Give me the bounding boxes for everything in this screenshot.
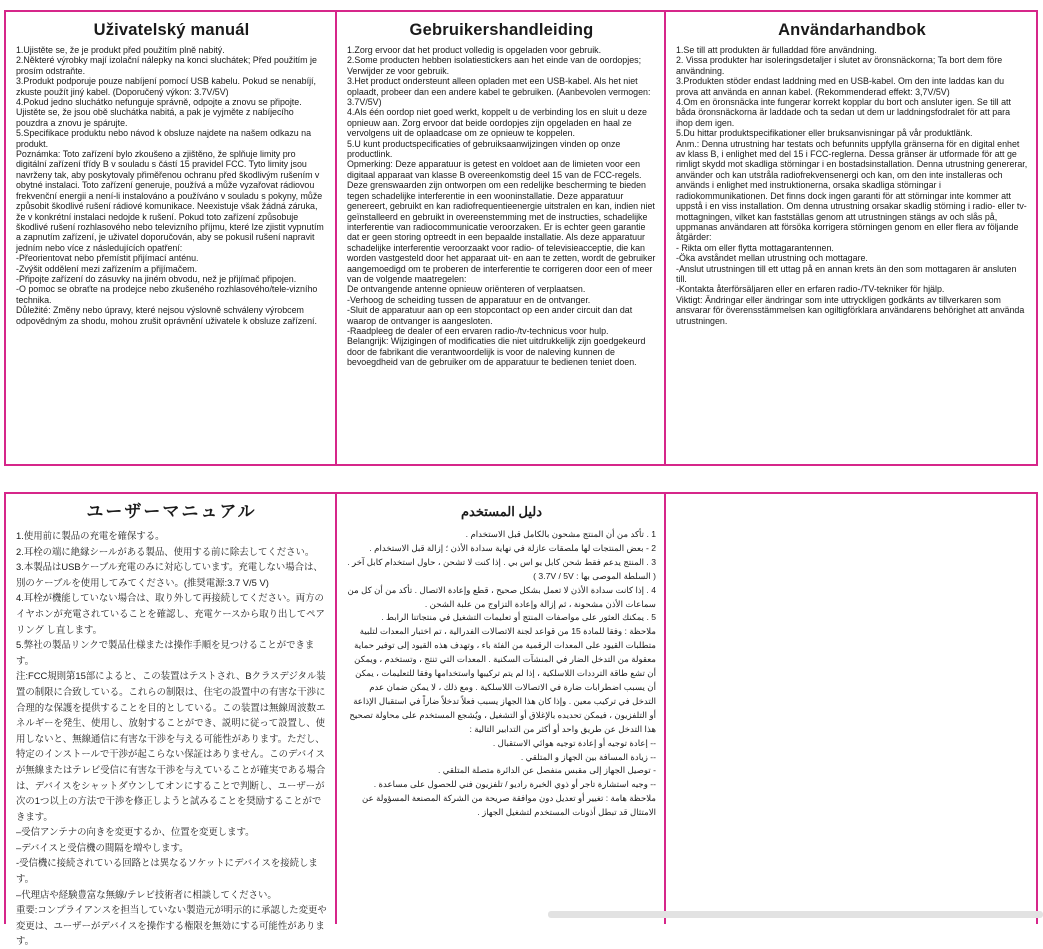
japanese-para: –デバイスと受信機の間隔を増やします。: [16, 841, 189, 853]
dutch-para: 4.Als één oordop niet goed werkt, koppelt u de verbinding los en sluit u deze opnieuw aan. Zorg ervoor dat beide oordopjes zijn opgeladen en haal ze vervolgens uit de oplaadcase om ze opnieuw te koppelen.: [347, 107, 647, 139]
arabic-para: ملاحظة : وفقا للمادة 15 من قواعد لجنة الاتصالات الفدرالية ، تم اختبار المعدات لتلبية متطلبات القيود على المعدات الرقمية من الفئة باء ، وتهدف هذه القيود إلى توفير حماية معقولة من التدخل الضار في المنشآت السكنية . المعدات التي تنتج ، وتستخدم ، ويمكن أن تشع طاقة الترددات اللاسلكية ، إذا لم يتم تركيبها واستخدامها وفقا للتعليمات ، يمكن أن يسبب اضطرابات ضارة في الاتصالات اللاسلكية . ومع ذلك ، لا يمكن ضمان عدم التدخل في تركيب معين . وإذا كان هذا الجهاز يسبب فعلاً تدخلاً ضاراً في استقبال الإذاعة أو التلفزيون ، فيمكن تحديده بالإغلاق أو التشغيل ، ويُشجع المستخدم على محاولة تصحيح هذا التدخل عن طريق واحد أو أكثر من التدابير التالية :: [349, 626, 656, 734]
japanese-manual-panel: [4, 492, 337, 947]
japanese-manual-body: [16, 528, 327, 949]
czech-para: -Zvýšit oddělení mezi zařízením a přijímačem.: [16, 263, 198, 274]
swedish-para: Anm.: Denna utrustning har testats och befunnits uppfylla gränserna för en digital enhet av klass B, i enlighet med del 15 i FCC-reglerna. Dessa gränser är utformade för att ge rimligt skydd mot skadliga störningar i en bostadsinstallation. Denna utrustning genererar, använder och kan utstråla radiofrekvensenergi och kan, om den inte installeras och används i enlighet med instruktionerna, orsaka skadliga störningar i radiokommunikationen. Det finns dock ingen garanti för att störningar inte kommer att uppstå i en viss installation. Om denna utrustning orsakar skadlig störning i radio- eller tv-mottagningen, vilket kan fastställas genom att utrustningen stängs av och slås på, uppmanas användaren att försöka korrigera störningen genom en eller flera av följande åtgärder:: [676, 138, 1028, 243]
czech-para: 2.Některé výrobky mají izolační nálepky na konci sluchátek; Před použitím je prosím odstraňte.: [16, 55, 317, 76]
arabic-para: ملاحظة هامة : تغيير أو تعديل دون موافقة صريحة من الشركة المصنعة المسؤولة عن الامتثال قد تبطل أذونات المستخدم لتشغيل الجهاز .: [362, 793, 656, 818]
czech-manual-panel: [4, 10, 337, 466]
czech-para: 3.Produkt podporuje pouze nabíjení pomocí USB kabelu. Pokud se nenabíjí, zkuste použít jiný kabel. (Doporučený výkon: 3.7V/5V): [16, 76, 316, 97]
czech-para: -Připojte zařízení do zásuvky na jiném obvodu, než je přijímač připojen.: [16, 273, 297, 284]
arabic-manual-title: دليل المستخدم: [460, 504, 542, 519]
czech-para: 5.Specifikace produktu nebo návod k obsluze najdete na našem odkazu na produkt.: [16, 128, 312, 149]
czech-para: 4.Pokud jedno sluchátko nefunguje správně, odpojte a znovu se připojte. Ujistěte se, že jsou obě sluchátka nabitá, a pak je vyjměte z nabíjecího pouzdra a znovu je spárujte.: [16, 97, 302, 128]
dutch-para: -Verhoog de scheiding tussen de apparatuur en de ontvanger.: [347, 294, 591, 305]
swedish-para: 5.Du hittar produktspecifikationer eller bruksanvisningar på vår produktlänk.: [676, 128, 973, 139]
japanese-para: 2.耳栓の端に絶縁シールがある製品、使用する前に除去してください。: [16, 545, 315, 557]
swedish-manual-body: [676, 45, 1028, 326]
dutch-para: 1.Zorg ervoor dat het product volledig is opgeladen voor gebruik.: [347, 45, 602, 55]
japanese-para: 1.使用前に製品の充電を確保する。: [16, 530, 165, 541]
swedish-para: 4.Om en öronsnäcka inte fungerar korrekt kopplar du bort och ansluter igen. Se till att båda öronsnäckorna är laddade och ta sedan ut dem ur laddningsfodralet för att para ihop dem igen.: [676, 97, 1011, 128]
japanese-para: -受信機に接続されている回路とは異なるソケットにデバイスを接続します。: [16, 857, 318, 885]
dutch-para: 3.Het product ondersteunt alleen opladen met een USB-kabel. Als het niet oplaadt, probeer dan een andere kabel te gebruiken. (Aanbevolen vermogen: 3.7V/5V): [347, 76, 651, 108]
dutch-manual-panel: [335, 10, 666, 466]
arabic-para: 2 - بعض المنتجات لها ملصقات عازلة في نهاية سدادة الأذن ؛ إزالة قبل الاستخدام .: [369, 542, 656, 553]
swedish-para: - Rikta om eller flytta mottagarantennen.: [676, 242, 834, 253]
dutch-para: De ontvangende antenne opnieuw oriënteren of verplaatsen.: [347, 284, 586, 295]
empty-panel: [664, 492, 1038, 924]
arabic-para: - توصيل الجهاز إلى مقبس منفصل عن الدائرة متصلة المتلقي .: [437, 765, 656, 776]
dutch-manual-title: Gebruikershandleiding: [409, 21, 594, 39]
arabic-manual-body: [347, 528, 656, 820]
arabic-para: 5 . يمكنك العثور على مواصفات المنتج أو تعليمات التشغيل في منتجاتنا الرابط .: [381, 612, 656, 623]
dutch-para: -Sluit de apparatuur aan op een stopcontact op een ander circuit dan dat waarop de ontvanger is aangesloten.: [347, 305, 633, 326]
dutch-para: Opmerking: Deze apparatuur is getest en voldoet aan de limieten voor een digitaal apparaat van klasse B overeenkomstig deel 15 van de FCC-regels. Deze grenswaarden zijn ontworpen om een redelijke bescherming te bieden tegen schadelijke interferentie in een wooninstallatie. Deze apparatuur genereert, gebruikt en kan radiofrequentieenergie uitstralen en kan, indien niet geïnstalleerd en gebruikt in overeenstemming met de instructies, schadelijke interferentie van radiocommunicatie veroorzaken. Er is echter geen garantie dat er geen storing optreedt in een bepaalde installatie. Als deze apparatuur schadelijke interferentie veroorzaakt voor radio- of televisieacceptie, die kan worden vastgesteld door het apparaat uit- en aan te zetten, wordt de gebruiker aangemoedigd om te proberen de interferentie te corrigeren door een of meer van de volgende maatregelen:: [347, 159, 656, 284]
czech-para: Poznámka: Toto zařízení bylo zkoušeno a zjištěno, že splňuje limity pro digitální zařízení třídy B v souladu s částí 15 pravidel FCC. Tyto limity jsou navrženy tak, aby poskytovaly přiměřenou ochranu před škodlivým rušením v obytné instalaci. Toto zařízení generuje, používá a může vyzařovat rádiovou frekvenční energii a není-li instalováno a používáno v souladu s pokyny, může způsobit škodlivé rušení rádiové komunikace. Neexistuje však žádná záruka, že v konkrétní instalaci nedojde k rušení. Pokud toto zařízení způsobuje škodlivé rušení rozhlasového nebo televizního příjmu, které lze zjistit vypnutím a zapnutím zařízení, je uživatel doporučován, aby se pokusil rušení napravit jedním nebo více z následujících opatření:: [16, 149, 324, 253]
swedish-manual-title: Användarhandbok: [778, 21, 926, 39]
dutch-para: -Raadpleeg de dealer of een ervaren radio-/tv-technicus voor hulp.: [347, 325, 609, 336]
japanese-manual-title: ユーザーマニュアル: [86, 502, 257, 521]
swedish-para: 3.Produkten stöder endast laddning med en USB-kabel. Om den inte laddas kan du prova att använda en annan kabel. (Rekommenderad effekt: 3,7V/5V): [676, 76, 1005, 97]
japanese-para: 4.耳栓が機能していない場合は、取り外して再接続してください。両方のイヤホンが充電されていることを確認し、充電ケースから取り出してペアリング し直します。: [16, 592, 325, 635]
arabic-para: 1 . تأكد من أن المنتج مشحون بالكامل قبل الاستخدام .: [465, 529, 656, 539]
czech-manual-title: Uživatelský manuál: [93, 21, 250, 39]
japanese-para: 3.本製品はUSBケーブル充電のみに対応しています。充電しない場合は、別のケーブルを使用してみてください。(推奨電源:3.7 V/5 V): [16, 561, 323, 588]
japanese-para: –受信アンテナの向きを変更するか、位置を変更します。: [16, 826, 255, 838]
swedish-para: Viktigt: Ändringar eller ändringar som inte uttryckligen godkänts av tillverkaren som ansvarar för överensstämmelsen kan ogiltigförklara användarens behörighet att använda utrustningen.: [676, 294, 1025, 326]
arabic-para: 4 . إذا كانت سدادة الأذن لا تعمل بشكل صحيح ، قطع وإعادة الاتصال . تأكد من أن كل من سماعات الأذن مشحونة ، ثم إزالة وإعادة التزاوج من علبة الشحن .: [347, 584, 656, 609]
japanese-para: 注:FCC規則第15部によると、この装置はテストされ、Bクラスデジタル装置の制限に合致している。これらの制限は、住宅の設置中の有害な干渉に合理的な保護を提供することを目的としている。この装置は無線周波数エネルギーを発生、使用し、放射することができ、説明に従って設置し、使用しないと、無線通信に有害な干渉を与える可能性があります。ただし、特定のインストールで干渉が起こらない保証はありません。このデバイスが無線またはテレビ受信に有害な干渉を与えていることが確実である場合は、デバイスをシャットダウンしてオンにすることで判断し、ユーザーが次の1つ以上の方法で干渉を修正しようと試みることを奨励することができます。: [16, 670, 326, 822]
japanese-para: –代理店や経験豊富な無線/テレビ技術者に相談してください。: [16, 888, 277, 900]
swedish-para: -Öka avståndet mellan utrustning och mottagare.: [676, 253, 868, 264]
arabic-para: -- وجيه استشارة تاجر أو ذوي الخبرة راديو / تلفزيون فني للحصول على مساعدة .: [373, 779, 656, 790]
dutch-para: 5.U kunt productspecificaties of gebruiksaanwijzingen vinden op onze productlink.: [347, 138, 621, 160]
japanese-para: 重要:コンプライアンスを担当していない製造元が明示的に承認した変更や変更は、ユーザーがデバイスを操作する権限を無効にする可能性があります。: [16, 904, 327, 947]
arabic-manual-panel: [335, 492, 666, 924]
swedish-para: 1.Se till att produkten är fulladdad före användning.: [676, 45, 877, 55]
czech-para: Důležité: Změny nebo úpravy, které nejsou výslovně schváleny výrobcem odpovědným za shodu, mohou zrušit oprávnění uživatele k obsluze zařízení.: [16, 305, 317, 326]
dutch-manual-body: [347, 45, 656, 368]
dutch-para: Belangrijk: Wijzigingen of modificaties die niet uitdrukkelijk zijn goedgekeurd door de fabrikant die verantwoordelijk is voor de naleving kunnen de bevoegdheid van de gebruiker om de apparatuur te bedienen teniet doen.: [347, 336, 646, 368]
dutch-para: 2.Some producten hebben isolatiestickers aan het einde van de oordopjes; Verwijder ze voor gebruik.: [347, 55, 642, 76]
swedish-para: -Anslut utrustningen till ett uttag på en annan krets än den som mottagaren är ansluten till.: [676, 263, 1017, 284]
czech-para: -O pomoc se obraťte na prodejce nebo zkušeného rozhlasového/tele-vizního technika.: [16, 284, 318, 305]
arabic-para: -- إعادة توجيه أو إعادة توجيه هوائي الاستقبال .: [492, 737, 656, 748]
horizontal-scrollbar[interactable]: [548, 911, 1043, 918]
swedish-para: -Kontakta återförsäljaren eller en erfaren radio-/TV-tekniker för hjälp.: [676, 284, 945, 295]
czech-manual-body: [16, 45, 327, 326]
arabic-para: 3 . المنتج يدعم فقط شحن كابل يو اس بي . إذا كنت لا تشحن ، حاول استخدام كابل آخر . ( السلطة الموصى بها : 3.7V / 5V ): [347, 556, 656, 581]
japanese-para: 5.弊社の製品リンクで製品仕様または操作手順を見つけることができます。: [16, 639, 315, 666]
swedish-manual-panel: [664, 10, 1038, 466]
czech-para: 1.Ujistěte se, že je produkt před použitím plně nabitý.: [16, 45, 225, 55]
arabic-para: -- زيادة المسافة بين الجهاز و المتلقي .: [520, 751, 656, 762]
swedish-para: 2. Vissa produkter har isoleringsdetaljer i slutet av öronsnäckorna; Ta bort dem före användning.: [676, 55, 1003, 76]
czech-para: -Přeorientovat nebo přemístit přijímací anténu.: [16, 253, 199, 264]
